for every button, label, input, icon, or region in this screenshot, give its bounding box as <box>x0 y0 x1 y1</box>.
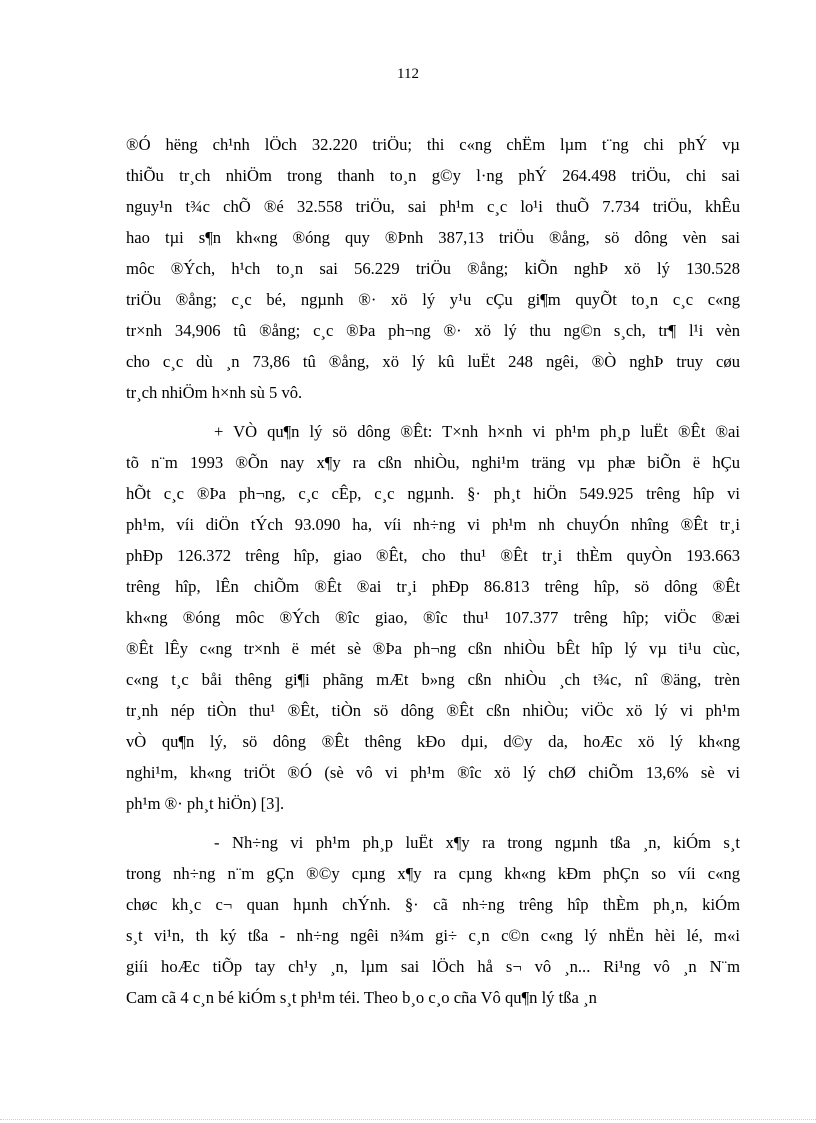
text-line: ®Êt lÊy c«ng tr×nh ë mét sè ®Þa ph¬ng cßn nhiÒu bÊt hîp lý vµ ti¹u cùc, <box>126 639 740 658</box>
paragraph-2 <box>126 416 740 819</box>
paragraph-gap <box>126 408 740 416</box>
text-line: phÐp 126.372 trêng hîp, giao ®Êt, cho thu¹ ®Êt tr¸i thÈm quyÒn 193.663 <box>126 546 740 565</box>
text-line: ph¹m ®· ph¸t hiÖn) [3]. <box>126 794 285 813</box>
text-line: - Nh÷ng vi ph¹m ph¸p luËt x¶y ra trong ngµnh tßa ¸n, kiÓm s¸t <box>214 833 740 852</box>
text-line: s¸t vi¹n, th ký tßa - nh÷ng ngêi n¾m gi÷ c¸n c©n c«ng lý nhËn hèi lé, m«i <box>126 926 740 945</box>
text-line: cho c¸c dù ¸n 73,86 tû ®ång, xö lý kû luËt 248 ngêi, ®Ò nghÞ truy cøu <box>126 352 740 371</box>
text-line: Cam cã 4 c¸n bé kiÓm s¸t ph¹m téi. Theo b¸o c¸o cña Vô qu¶n lý tßa ¸n <box>126 988 597 1007</box>
text-line: hao tµi s¶n kh«ng ®óng quy ®Þnh 387,13 triÖu ®ång, sö dông vèn sai <box>126 228 740 247</box>
text-line: tr×nh 34,906 tû ®ång; c¸c ®Þa ph¬ng ®· xö lý thu ng©n s¸ch, tr¶ l¹i vèn <box>126 321 740 340</box>
text-line: ®Ó hëng ch¹nh lÖch 32.220 triÖu; thi c«ng chËm lµm t¨ng chi phÝ vµ <box>126 135 740 154</box>
text-line: tr¸ch nhiÖm h×nh sù 5 vô. <box>126 383 303 402</box>
text-line: nghi¹m, kh«ng triÖt ®Ó (sè vô vi ph¹m ®îc xö lý chØ chiÕm 13,6% sè vi <box>126 763 740 782</box>
text-line: tr¸nh nép tiÒn thu¹ ®Êt, tiÒn sö dông ®Êt cßn nhiÒu; viÖc xö lý vi ph¹m <box>126 701 740 720</box>
text-line: triÖu ®ång; c¸c bé, ngµnh ®· xö lý y¹u cÇu gi¶m quyÕt to¸n c¸c c«ng <box>126 290 740 309</box>
text-line: c«ng t¸c båi thêng gi¶i phãng mÆt b»ng cßn nhiÒu ¸ch t¾c, nî ®äng, trèn <box>126 670 740 689</box>
body-text <box>126 129 740 1013</box>
text-line: môc ®Ých, h¹ch to¸n sai 56.229 triÖu ®ång; kiÕn nghÞ xö lý 130.528 <box>126 259 740 278</box>
page-bottom-rule <box>0 1119 816 1120</box>
text-line: thiÕu tr¸ch nhiÖm trong thanh to¸n g©y l·ng phÝ 264.498 triÖu, chi sai <box>126 166 740 185</box>
page-number: 112 <box>397 66 419 82</box>
text-line: trêng hîp, lÊn chiÕm ®Êt ®ai tr¸i phÐp 86.813 trêng hîp, sö dông ®Êt <box>126 577 740 596</box>
text-line: chøc kh¸c c¬ quan hµnh chÝnh. §· cã nh÷ng trêng hîp thÈm ph¸n, kiÓm <box>126 895 740 914</box>
text-line: + VÒ qu¶n lý sö dông ®Êt: T×nh h×nh vi ph¹m ph¸p luËt ®Êt ®ai <box>214 422 740 441</box>
text-line: giíi hoÆc tiÕp tay ch¹y ¸n, lµm sai lÖch hå s¬ vô ¸n... Ri¹ng vô ¸n N¨m <box>126 957 740 976</box>
paragraph-3 <box>126 827 740 1013</box>
paragraph-gap <box>126 819 740 827</box>
paragraph-1 <box>126 129 740 408</box>
text-line: ph¹m, víi diÖn tÝch 93.090 ha, víi nh÷ng vi ph¹m nh chuyÓn nhîng ®Êt tr¸i <box>126 515 740 534</box>
text-line: hÕt c¸c ®Þa ph¬ng, c¸c cÊp, c¸c ngµnh. §· ph¸t hiÖn 549.925 trêng hîp vi <box>126 484 740 503</box>
text-line: kh«ng ®óng môc ®Ých ®îc giao, ®îc thu¹ 107.377 trêng hîp; viÖc ®æi <box>126 608 740 627</box>
text-line: vÒ qu¶n lý, sö dông ®Êt thêng kÐo dµi, d©y da, hoÆc xö lý kh«ng <box>126 732 740 751</box>
text-line: nguy¹n t¾c chÕ ®é 32.558 triÖu, sai ph¹m c¸c lo¹i thuÕ 7.734 triÖu, khÊu <box>126 197 740 216</box>
text-line: tõ n¨m 1993 ®Õn nay x¶y ra cßn nhiÒu, nghi¹m träng vµ phæ biÕn ë hÇu <box>126 453 740 472</box>
text-line: trong nh÷ng n¨m gÇn ®©y cµng x¶y ra cµng kh«ng kÐm phÇn so víi c«ng <box>126 864 740 883</box>
